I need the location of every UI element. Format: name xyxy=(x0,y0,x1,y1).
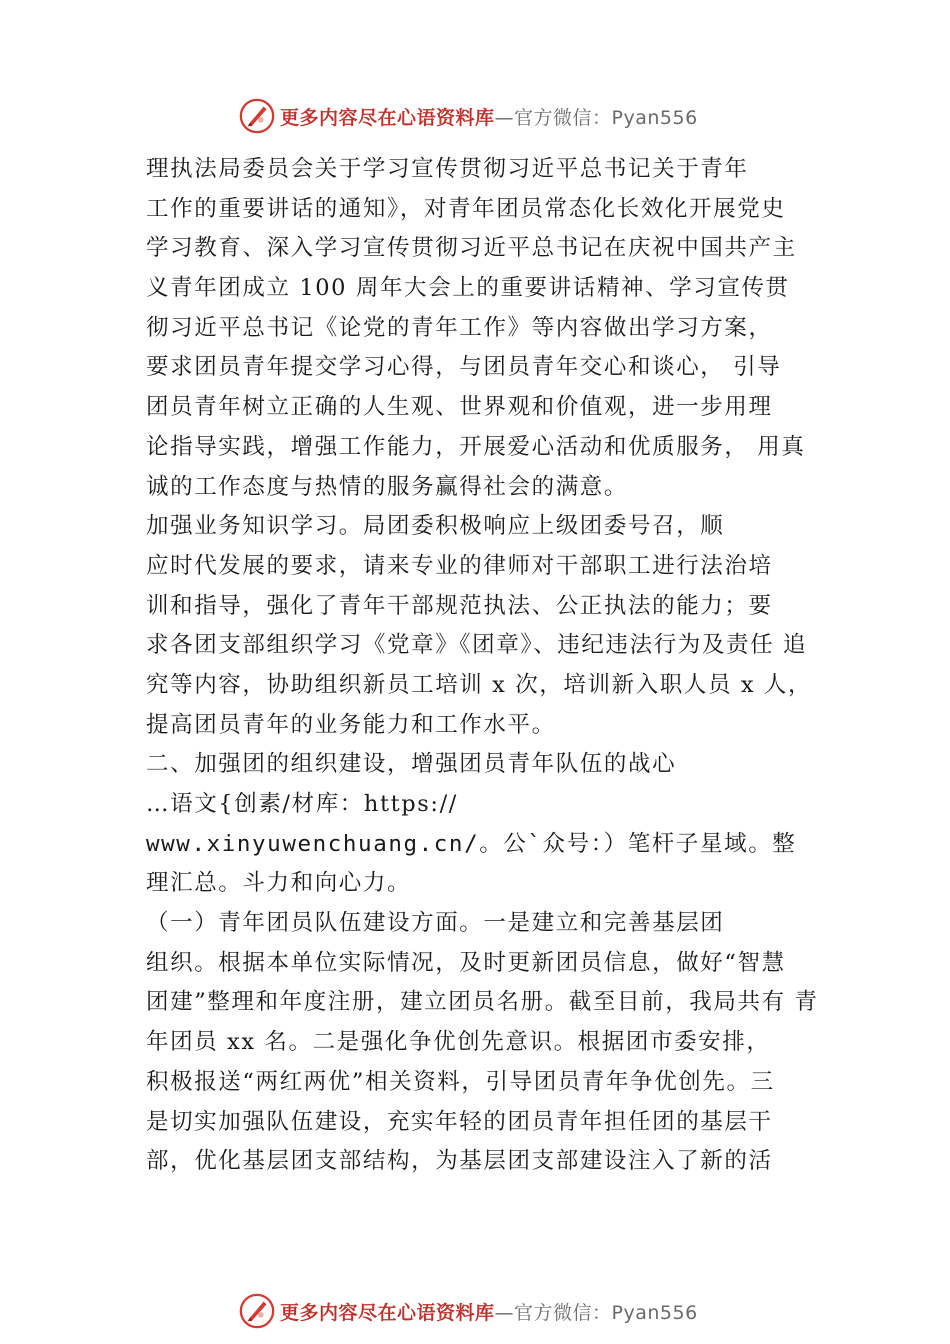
text-line: 训和指导，强化了青年干部规范执法、公正执法的能力；要 xyxy=(146,592,773,619)
text-line: 学习教育、深入学习宣传贯彻习近平总书记在庆祝中国共产主 xyxy=(146,235,797,262)
banner-dash: — xyxy=(494,1301,515,1324)
document-body xyxy=(146,150,826,1182)
text-line: 团员青年树立正确的人生观、世界观和价值观，进一步用理 xyxy=(146,394,773,421)
text-line: 工作的重要讲话的通知》，对青年团员常态化长效化开展党史 xyxy=(146,195,786,222)
text-line: 义青年团成立 100 周年大会上的重要讲话精神、学习宣传贯 xyxy=(146,275,790,302)
section-heading-line: 二、加强团的组织建设，增强团员青年队伍的战心 xyxy=(146,751,677,778)
banner-wechat-id: Pyan556 xyxy=(611,106,698,129)
text-line: 求各团支部组织学习《党章》《团章》、违纪违法行为及责任 追 xyxy=(146,632,808,659)
text-line: 论指导实践，增强工作能力，开展爱心活动和优质服务， 用真 xyxy=(146,433,806,460)
text-line: 理执法局委员会关于学习宣传贯彻习近平总书记关于青年 xyxy=(146,156,749,182)
text-line: 是切实加强队伍建设，充实年轻的团员青年担任团的基层干 xyxy=(146,1108,773,1135)
quill-logo-icon xyxy=(238,97,276,135)
text-line: 要求团员青年提交学习心得，与团员青年交心和谈心， 引导 xyxy=(146,354,782,381)
text-line: 提高团员青年的业务能力和工作水平。 xyxy=(146,711,556,738)
text-line: 究等内容，协助组织新员工培训 x 次，培训新入职人员 x 人， xyxy=(146,671,813,698)
text-line: 积极报送“两红两优”相关资料，引导团员青年争优创先。三 xyxy=(146,1068,775,1095)
banner-official: 官方微信： xyxy=(514,1301,612,1324)
text-line: 加强业务知识学习。局团委积极响应上级团委号召，顺 xyxy=(146,513,725,540)
header-banner xyxy=(238,96,758,136)
text-line: （一）青年团员队伍建设方面。一是建立和完善基层团 xyxy=(146,910,725,937)
text-line: 年团员 xx 名。二是强化争优创先意识。根据团市委安排， xyxy=(146,1029,771,1056)
text-line: 团建”整理和年度注册，建立团员名册。截至目前，我局共有 青 xyxy=(146,989,819,1016)
banner-dash: — xyxy=(494,106,515,129)
footer-banner xyxy=(238,1291,758,1331)
banner-brand: 更多内容尽在心语资料库 xyxy=(280,1301,495,1324)
text-line: 部，优化基层团支部结构，为基层团支部建设注入了新的活 xyxy=(146,1148,773,1175)
text-line: 理汇总。斗力和向心力。 xyxy=(146,870,412,897)
banner-text xyxy=(280,103,698,130)
text-line: 彻习近平总书记《论党的青年工作》等内容做出学习方案， xyxy=(146,314,773,341)
text-line: www.xinyuwenchuang.cn/。公`众号：）笔杆子星域。整 xyxy=(146,830,797,857)
text-line: …语文{创素/材库：https:// xyxy=(146,791,458,817)
banner-text xyxy=(280,1298,698,1325)
text-line: 诚的工作态度与热情的服务赢得社会的满意。 xyxy=(146,473,629,500)
text-line: 应时代发展的要求，请来专业的律师对干部职工进行法治培 xyxy=(146,552,773,579)
text-line: 组织。根据本单位实际情况，及时更新团员信息，做好“智慧 xyxy=(146,949,786,976)
quill-logo-icon xyxy=(238,1292,276,1330)
banner-brand: 更多内容尽在心语资料库 xyxy=(280,106,495,129)
banner-official: 官方微信： xyxy=(514,106,612,129)
banner-wechat-id: Pyan556 xyxy=(611,1301,698,1324)
